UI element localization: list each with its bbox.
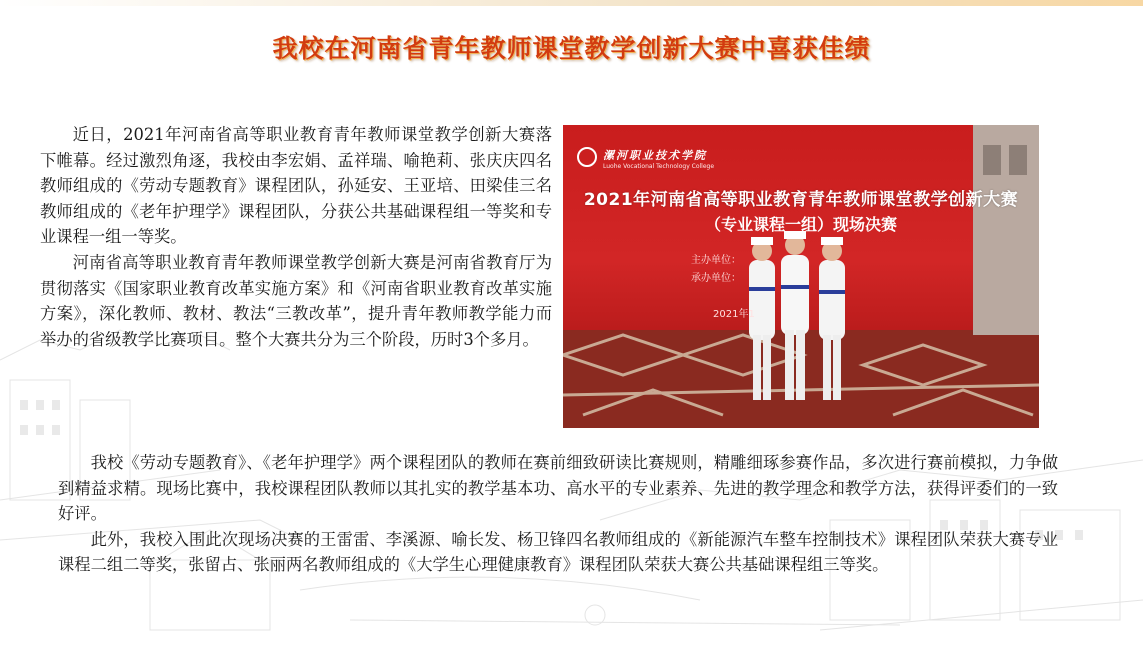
article-paragraph: 此外，我校入围此次现场决赛的王雷雷、李溪源、喻长发、杨卫锋四名教师组成的《新能源汽车整车控制技术》课程团队荣获大赛专业课程二组二等奖，张留占、张丽两名教师组成的《大学生心理健康教育》课程团队荣获大赛公共基础课程组三等奖。 <box>58 529 1058 575</box>
college-logo-text: 漯河职业技术学院 <box>603 149 707 162</box>
banner-host: 承办单位： <box>691 273 741 284</box>
college-logo-subtext: Luohe Vocational Technology College <box>603 163 715 170</box>
college-logo-icon <box>577 147 597 167</box>
article-paragraph: 近日，2021年河南省高等职业教育青年教师课堂教学创新大赛落下帷幕。经过激烈角逐，我校由李宏娟、孟祥瑞、喻艳莉、张庆庆四名教师组成的《劳动专题教育》课程团队，孙延安、王亚培、田梁佳三名教师组成的《老年护理学》课程团队，分获公共基础课程组一等奖和专业课程一组一等奖。 <box>40 125 552 247</box>
article-paragraph: 我校《劳动专题教育》、《老年护理学》两个课程团队的教师在赛前细致研读比赛规则，精雕细琢参赛作品，多次进行赛前模拟，力争做到精益求精。现场比赛中，我校课程团队教师以其扎实的教学基本功、高水平的专业素养、先进的教学理念和教学方法，获得评委们的一致好评。 <box>58 453 1058 524</box>
page-title: 我校在河南省青年教师课堂教学创新大赛中喜获佳绩 <box>272 34 871 63</box>
award-photo <box>563 125 1039 428</box>
article-top-text <box>40 122 552 352</box>
banner-title: 2021年河南省高等职业教育青年教师课堂教学创新大赛 <box>583 190 1019 210</box>
article-paragraph: 河南省高等职业教育青年教师课堂教学创新大赛是河南省教育厅为贯彻落实《国家职业教育改革实施方案》和《河南省职业教育改革实施方案》，深化教师、教材、教法“三教改革”，提升青年教师教学能力而举办的省级教学比赛项目。整个大赛共分为三个阶段，历时3个多月。 <box>40 252 552 349</box>
banner-organizer: 主办单位： <box>691 255 741 266</box>
photo-scene <box>563 125 1039 428</box>
decorative-top-bar <box>0 0 1143 6</box>
banner-subtitle: （专业课程一组）现场决赛 <box>704 215 897 234</box>
article-bottom-text <box>58 450 1058 578</box>
banner-date: 2021年1 <box>713 309 755 320</box>
